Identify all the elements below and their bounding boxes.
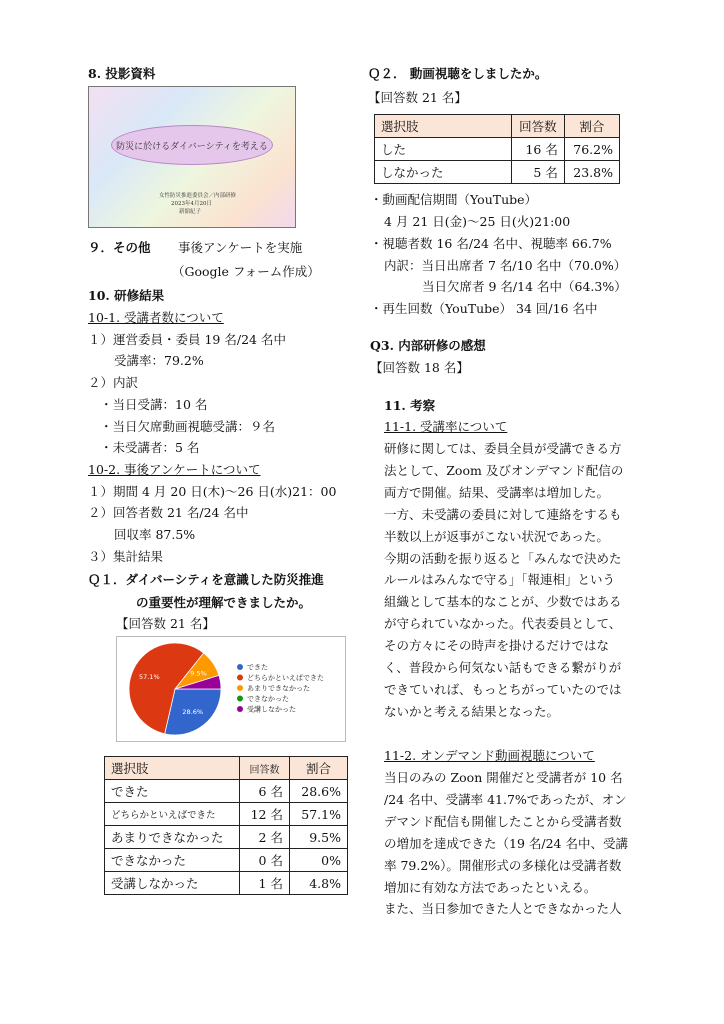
paragraph-line: その方々にその時声を掛けるだけではな [384, 638, 610, 654]
section-9-heading: ９．その他 [88, 240, 151, 255]
list-item: ・視聴者数 16 名/24 名中、視聴率 66.7% [370, 236, 612, 251]
table-cell: 0% [289, 849, 347, 872]
legend-label: 受講しなかった [247, 705, 296, 714]
paragraph-line: 今期の活動を振り返ると「みんなで決めた [384, 550, 622, 566]
table-header-cell: 回答数 [240, 757, 290, 780]
section-9-text: 事後アンケートを実施 [178, 240, 303, 255]
paragraph-line: /24 名中、受講率 41.7%であったが、オン [384, 791, 627, 807]
question-2-heading: Ｑ２． 動画視聴をしましたか。 [368, 66, 548, 81]
table-cell: 23.8% [564, 161, 619, 184]
legend-marker [237, 664, 243, 670]
pie-slice-label: 9.5% [190, 669, 207, 678]
table-cell: 4.8% [289, 872, 347, 895]
paragraph-line: 当日のみの Zoon 開催だと受講者が 10 名 [384, 770, 623, 785]
question-1-line2: の重要性が理解できましたか。 [136, 595, 312, 610]
list-item: ・動画配信期間（YouTube） [370, 192, 538, 207]
legend-marker [237, 675, 243, 681]
list-item: ・未受講者：5 名 [100, 440, 200, 455]
section-10-1-heading: 10-1. 受講者数について [88, 310, 224, 325]
legend-marker [237, 696, 243, 702]
table-header-row [375, 115, 620, 138]
table-cell: 1 名 [240, 872, 290, 895]
table-cell: 0 名 [240, 849, 290, 872]
paragraph-line: 法として、Zoom 及びオンデマンド配信の [384, 462, 624, 478]
question-3-heading: Q3. 内部研修の感想 [370, 338, 486, 353]
legend-marker [237, 706, 243, 712]
section-10-2-heading: 10-2. 事後アンケートについて [88, 462, 261, 477]
section-11-1-heading: 11-1. 受講率について [384, 419, 508, 434]
list-item: 当日欠席者 9 名/14 名中（64.3%） [422, 279, 627, 294]
pie-chart-svg [117, 637, 345, 741]
paragraph-line: 研修に関しては、委員全員が受講できる方 [384, 441, 622, 456]
table-cell: 12 名 [240, 803, 290, 826]
q1-results-table [104, 756, 348, 895]
table-row [105, 803, 348, 826]
section-11-2-heading: 11-2. オンデマンド動画視聴について [384, 748, 595, 763]
paragraph-line: く、普段から何気ない話もできる繋がりが [384, 660, 622, 675]
table-cell: 57.1% [289, 803, 347, 826]
table-cell: どちらかといえばできた [105, 803, 240, 826]
list-item: 4 月 21 日(金)〜25 日(火)21:00 [384, 214, 571, 229]
table-row [375, 138, 620, 161]
table-header-cell: 割合 [289, 757, 347, 780]
paragraph-line: 率 79.2%）。開催形式の多様化は受講者数 [384, 857, 622, 873]
table-row [105, 780, 348, 803]
list-item: ・当日受講：10 名 [100, 397, 208, 412]
table-header-cell: 選択肢 [375, 115, 512, 138]
pie-slice-label: 28.6% [182, 707, 204, 716]
list-item: 受講率：79.2% [114, 353, 204, 368]
paragraph-line: 一方、未受講の委員に対して連絡をするも [384, 506, 622, 522]
table-cell: できなかった [105, 849, 240, 872]
list-item: 内訳：当日出席者 7 名/10 名中（70.0%） [384, 258, 627, 273]
slide-subtitle-date: 2023年4月20日 [171, 201, 212, 207]
list-item: １）期間 4 月 20 日(木)〜26 日(水)21：00 [88, 484, 337, 499]
legend-label: どちらかといえばできた [247, 674, 324, 682]
paragraph-line: 組織として基本的なことが、少数ではある [384, 594, 622, 610]
paragraph-line: また、当日参加できた人とできなかった人 [384, 901, 622, 917]
table-cell: 28.6% [289, 780, 347, 803]
table-cell: あまりできなかった [105, 826, 240, 849]
list-item: 回収率 87.5% [114, 527, 196, 542]
q2-results-table [374, 114, 620, 184]
legend-label: できた [247, 663, 268, 672]
slide-subtitle-author: 新舘紀子 [179, 209, 202, 215]
table-cell: 16 名 [512, 138, 565, 161]
table-header-cell: 回答数 [512, 115, 565, 138]
list-item: ２）内訳 [88, 375, 139, 390]
table-cell: 受講しなかった [105, 872, 240, 895]
list-item: ・当日欠席動画視聴受講：９名 [100, 419, 276, 434]
pie-chart [116, 636, 346, 742]
table-cell: できた [105, 780, 240, 803]
paragraph-line: 増加に有効な方法であったといえる。 [384, 879, 597, 895]
list-item: ２）回答者数 21 名/24 名中 [88, 505, 249, 520]
section-9-text2: （Google フォーム作成） [172, 264, 320, 279]
paragraph-line: デマンド配信も開催したことから受講者数 [384, 813, 622, 829]
slide-subtitle-org: 女性防災推進委員会／内部研修 [159, 193, 237, 199]
slide-thumbnail [88, 86, 296, 228]
table-row [105, 826, 348, 849]
list-item: ３）集計結果 [88, 549, 164, 564]
question-1-line1: Ｑ１．ダイバーシティを意識した防災推進 [88, 572, 324, 587]
list-item: １）運営委員・委員 19 名/24 名中 [88, 332, 286, 347]
paragraph-line: ないかと考える結果となった。 [384, 703, 560, 719]
table-row [105, 872, 348, 895]
list-item: ・再生回数（YouTube） 34 回/16 名中 [370, 301, 598, 316]
paragraph-line: が守られていなかった。代表委員として、 [384, 616, 622, 632]
legend-label: できなかった [247, 695, 289, 703]
table-cell: しなかった [375, 161, 512, 184]
paragraph-line: 両方で開催。結果、受講率は増加した。 [384, 484, 610, 500]
section-10-heading: 10. 研修結果 [88, 288, 165, 303]
table-cell: 9.5% [289, 826, 347, 849]
question-3-count: 【回答数 18 名】 [370, 360, 469, 375]
legend-label: あまりできなかった [247, 684, 310, 693]
paragraph-line: の増加を達成できた（19 名/24 名中、受講 [384, 835, 628, 851]
question-2-count: 【回答数 21 名】 [368, 90, 467, 105]
paragraph-line: 半数以上が返事がこない状況であった。 [384, 528, 609, 544]
table-header-row [105, 757, 348, 780]
table-cell: 6 名 [240, 780, 290, 803]
slide-title: 防災に於けるダイバーシティを考える [111, 125, 273, 165]
section-8-heading: 8. 投影資料 [88, 66, 156, 81]
paragraph-line: できていれば、もっとちがっていたのでは [384, 681, 622, 697]
pie-slice-label: 57.1% [138, 673, 160, 682]
legend-marker [237, 685, 243, 691]
table-header-cell: 選択肢 [105, 757, 240, 780]
question-1-count: 【回答数 21 名】 [116, 616, 215, 631]
table-cell: した [375, 138, 512, 161]
section-11-heading: 11. 考察 [384, 398, 436, 413]
table-header-cell: 割合 [564, 115, 619, 138]
paragraph-line: ルールはみんなで守る」「報連相」という [384, 572, 616, 588]
table-row [105, 849, 348, 872]
table-cell: 5 名 [512, 161, 565, 184]
table-cell: 2 名 [240, 826, 290, 849]
table-row [375, 161, 620, 184]
table-cell: 76.2% [564, 138, 619, 161]
